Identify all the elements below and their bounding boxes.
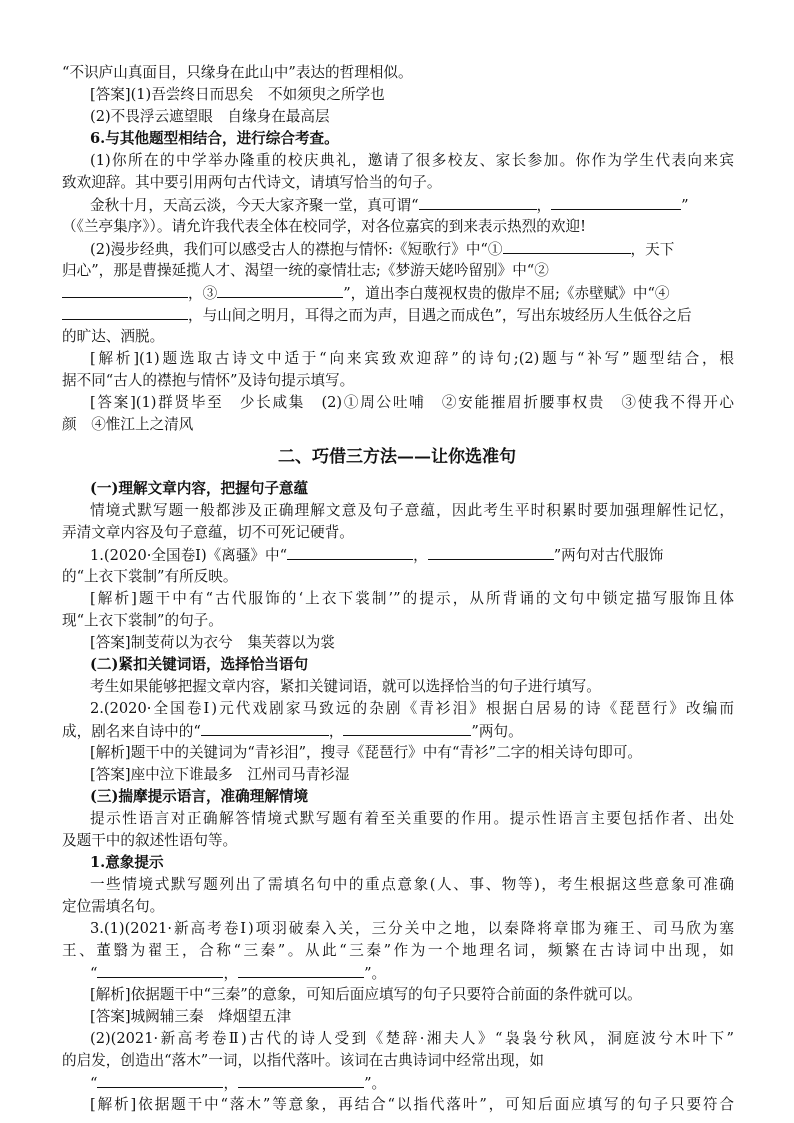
subsection-heading: (三)揣摩提示语言，准确理解情境 <box>90 788 309 805</box>
answer-blank[interactable] <box>62 304 188 320</box>
answer-blank[interactable] <box>62 282 188 298</box>
text-line: 的旷达、洒脱。 <box>62 328 165 345</box>
fill-in-line: 归心”，那是曹操延揽人才、渴望一统的豪情壮志;《梦游天姥吟留别》中“② <box>62 262 549 279</box>
text-line: “不识庐山真面目，只缘身在此山中”表达的哲理相似。 <box>62 64 413 81</box>
answer-line: [答案](1)吾尝终日而思矣 不如须臾之所学也 <box>90 86 385 103</box>
section-heading: 6.与其他题型相结合，进行综合考查。 <box>90 130 339 147</box>
fill-in-line: “ ， ”。 <box>90 962 734 985</box>
text-line: 情境式默写题一般都涉及正确理解文意及句子意蕴，因此考生平时积累时要加强理解性记忆， <box>90 502 734 519</box>
analysis-line: [解析]依据题干中“落木”等意象，再结合“以指代落叶”，可知后面应填写的句子只要符合 <box>90 1096 734 1113</box>
text-line: 提示性语言对正确解答情境式默写题有着至关重要的作用。提示性语言主要包括作者、出处 <box>90 810 734 827</box>
answer-blank[interactable] <box>97 1072 223 1088</box>
analysis-line: 据不同“古人的襟抱与情怀”及诗句提示填写。 <box>62 372 355 389</box>
fill-in-line: (2)漫步经典，我们可以感受古人的襟抱与情怀:《短歌行》中“① ，天下 <box>90 238 734 261</box>
subsection-heading: (二)紧扣关键词语，选择恰当语句 <box>90 656 309 673</box>
fill-in-line: “ ， ”。 <box>90 1072 734 1095</box>
answer-blank[interactable] <box>419 194 537 210</box>
answer-blank[interactable] <box>217 282 343 298</box>
text-line: 弄清文章内容及句子意蕴，切不可死记硬背。 <box>62 524 354 541</box>
text-line: 的启发，创造出“落木”一词，以指代落叶。该词在古典诗词中经常出现，如 <box>62 1052 544 1069</box>
answer-blank[interactable] <box>551 194 681 210</box>
analysis-line: [解析](1)题选取古诗文中适于“向来宾致欢迎辞”的诗句;(2)题与“补写”题型结合，根 <box>90 350 734 367</box>
fill-in-line: 金秋十月，天高云淡，今天大家齐聚一堂，真可谓“ ， ” <box>90 194 734 217</box>
fill-in-line: 1.(2020·全国卷Ⅰ)《离骚》中“ ， ”两句对古代服饰 <box>90 544 734 567</box>
text-line: 定位需填名句。 <box>62 898 165 915</box>
analysis-line: [解析]依据题干中“三秦”的意象，可知后面应填写的句子只要符合前面的条件就可以。 <box>90 986 642 1003</box>
answer-line: (2)不畏浮云遮望眼 自缘身在最高层 <box>90 108 330 125</box>
analysis-line: [解析]题干中有“古代服饰的‘上衣下裳制’”的提示，从所背诵的文句中锁定描写服饰且体 <box>90 590 734 607</box>
text-line: 一些情境式默写题列出了需填名句中的重点意象(人、事、物等)，考生根据这些意象可准确 <box>90 876 734 893</box>
section-title: 二、巧借三方法——让你选准句 <box>278 447 516 467</box>
answer-line: [答案](1)群贤毕至 少长咸集 (2)①周公吐哺 ②安能摧眉折腰事权贵 ③使我不得开心 <box>90 394 734 411</box>
analysis-line: [解析]题干中的关键词为“青衫泪”，搜寻《琵琶行》中有“青衫”二字的相关诗句即可。 <box>90 744 643 761</box>
answer-blank[interactable] <box>343 720 471 736</box>
answer-blank[interactable] <box>238 1072 364 1088</box>
fill-in-line: ，与山间之明月，耳得之而为声，目遇之而成色”，写出东坡经历人生低谷之后 <box>62 304 734 327</box>
subsection-heading: (一)理解文章内容，把握句子意蕴 <box>90 480 309 497</box>
text-line: 考生如果能够把握文章内容，紧扣关键词语，就可以选择恰当的句子进行填写。 <box>90 678 601 695</box>
answer-blank[interactable] <box>287 544 413 560</box>
answer-line: [答案]制芰荷以为衣兮 集芙蓉以为裳 <box>90 634 335 651</box>
answer-blank[interactable] <box>238 962 364 978</box>
text-line: (1)你所在的中学举办隆重的校庆典礼，邀请了很多校友、家长参加。你作为学生代表向来宾 <box>90 152 734 169</box>
text-line: 的“上衣下裳制”有所反映。 <box>62 568 238 585</box>
fill-in-line: 成，剧名来自诗中的“ ， ”两句。 <box>62 720 734 743</box>
answer-blank[interactable] <box>201 720 329 736</box>
text-line: 致欢迎辞。其中要引用两句古代诗文，请填写恰当的句子。 <box>62 174 442 191</box>
fill-in-line: ，③ ”，道出李白蔑视权贵的傲岸不屈;《赤壁赋》中“④ <box>62 282 734 305</box>
text-line: 王、董翳为翟王，合称“三秦”。从此“三秦”作为一个地理名词，频繁在古诗词中出现，如 <box>62 942 734 959</box>
answer-blank[interactable] <box>428 544 554 560</box>
text-line: 3.(1)(2021·新高考卷Ⅰ)项羽破秦入关，三分关中之地，以秦降将章邯为雍王、司马欣为塞 <box>90 920 734 937</box>
text-line: 2.(2020·全国卷Ⅰ)元代戏剧家马致远的杂剧《青衫泪》根据白居易的诗《琵琶行》改编而 <box>90 700 734 717</box>
answer-line: 颜 ④惟江上之清风 <box>62 416 194 433</box>
point-heading: 1.意象提示 <box>90 854 164 871</box>
answer-blank[interactable] <box>503 238 631 254</box>
text-line: （《兰亭集序》）。请允许我代表全体在校同学，对各位嘉宾的到来表示热烈的欢迎! <box>62 218 586 235</box>
analysis-line: 现“上衣下裳制”的句子。 <box>62 612 223 629</box>
text-line: (2)(2021·新高考卷Ⅱ)古代的诗人受到《楚辞·湘夫人》“袅袅兮秋风，洞庭波兮木叶下” <box>90 1030 734 1047</box>
answer-line: [答案]城阙辅三秦 烽烟望五津 <box>90 1008 292 1025</box>
text-line: 及题干中的叙述性语句等。 <box>62 832 238 849</box>
answer-blank[interactable] <box>97 962 223 978</box>
answer-line: [答案]座中泣下谁最多 江州司马青衫湿 <box>90 766 350 783</box>
